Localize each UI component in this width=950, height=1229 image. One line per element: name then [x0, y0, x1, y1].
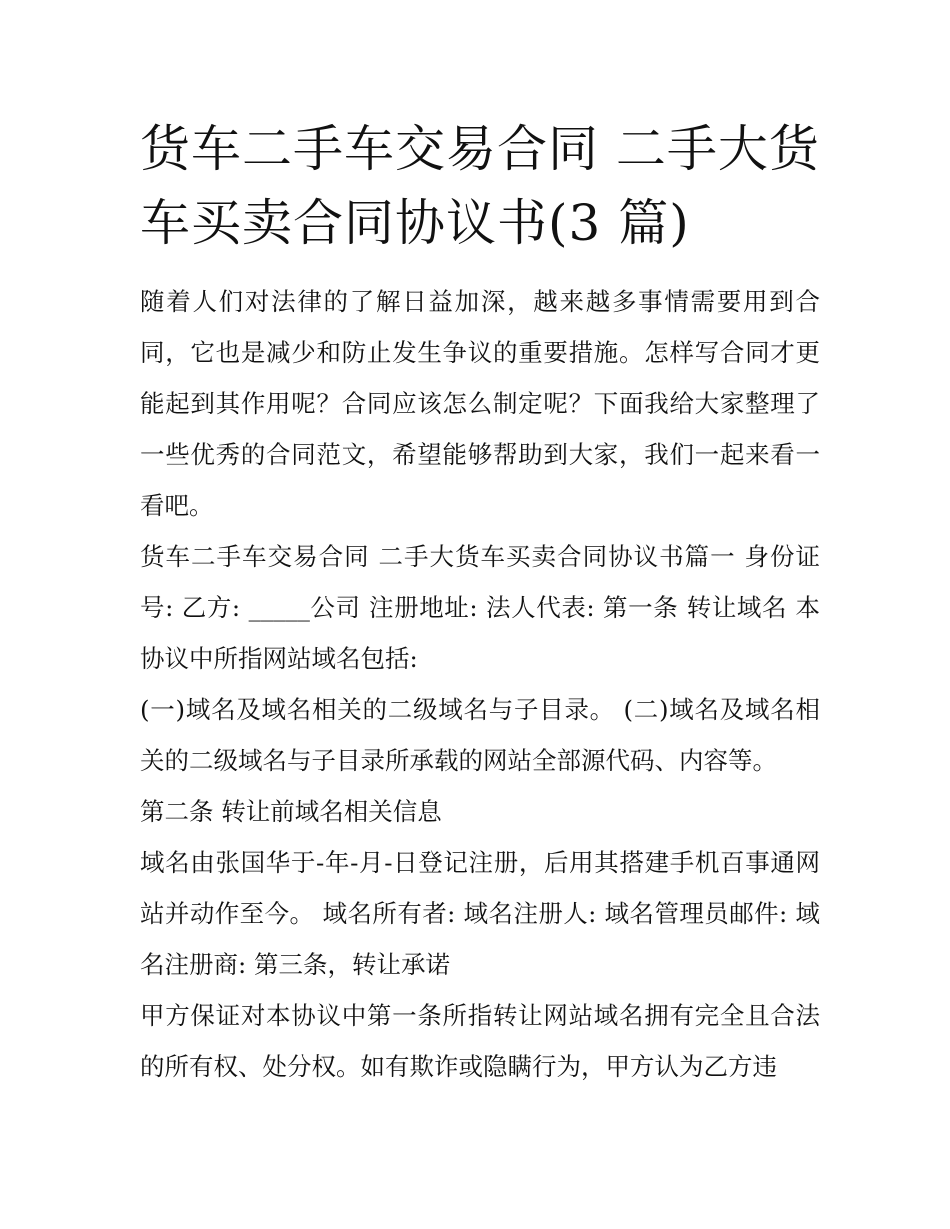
paragraph-guarantee: 甲方保证对本协议中第一条所指转让网站域名拥有完全且合法的所有权、处分权。如有欺诈或隐瞒行为，甲方认为乙方违	[140, 1001, 820, 1081]
paragraph-part-one: 货车二手车交易合同 二手大货车买卖合同协议书篇一 身份证号: 乙方: _____公司 注册地址: 法人代表: 第一条 转让域名 本协议中所指网站域名包括:	[140, 542, 820, 673]
paragraph-domain-scope: (一)域名及域名相关的二级域名与子目录。 (二)域名及域名相关的二级域名与子目录所承载的网站全部源代码、内容等。	[140, 695, 820, 775]
document-title: 货车二手车交易合同 二手大货车买卖合同协议书(3 篇)	[140, 120, 820, 252]
document-body	[140, 276, 820, 1092]
paragraph-article-two: 第二条 转让前域名相关信息	[140, 797, 442, 826]
paragraph-domain-info: 域名由张国华于-年-月-日登记注册，后用其搭建手机百事通网站并动作至今。 域名所有者: 域名注册人: 域名管理员邮件: 域名注册商: 第三条，转让承诺	[140, 848, 820, 979]
paragraph-intro: 随着人们对法律的了解日益加深，越来越多事情需要用到合同，它也是减少和防止发生争议的重要措施。怎样写合同才更能起到其作用呢？合同应该怎么制定呢？下面我给大家整理了一些优秀的合同范文，希望能够帮助到大家，我们一起来看一看吧。	[140, 287, 820, 520]
